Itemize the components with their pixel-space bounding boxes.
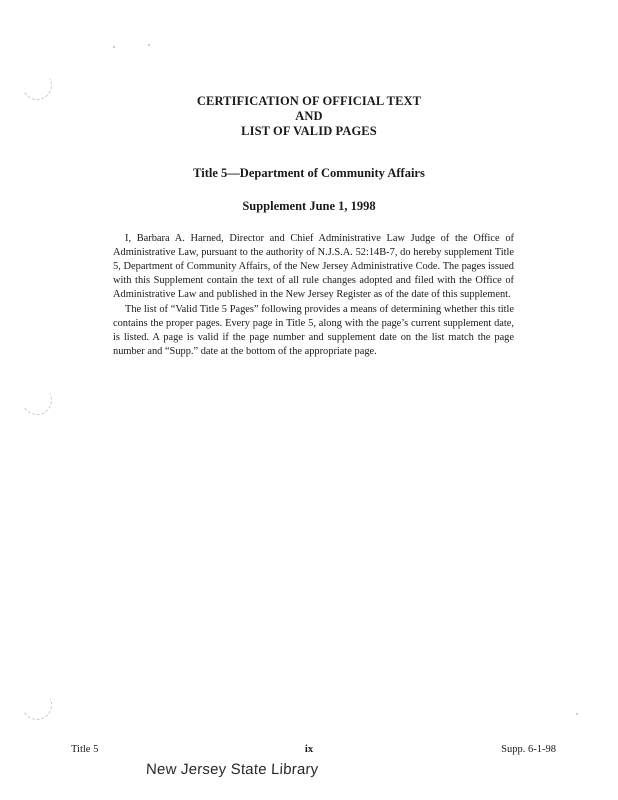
binder-hole-bottom xyxy=(18,686,56,724)
supplement-date-heading: Supplement June 1, 1998 xyxy=(242,199,376,213)
library-stamp: New Jersey State Library xyxy=(145,761,319,778)
title-heading: Title 5—Department of Community Affairs xyxy=(193,166,425,180)
scan-speck xyxy=(148,44,150,46)
certification-paragraph: I, Barbara A. Harned, Director and Chief Administrative Law Judge of the Office of Administrative Law, pursuant to the authority of N.J.S.A. 52:14B-7, do hereby supplement Title 5, Department of Community Affairs, of the New Jersey Administrative Code. The pages issued with this Supplement contain the text of all rule changes adopted and filed with the Office of Administrative Law and published in the New Jersey Register as of the date of this supplement. xyxy=(113,233,514,300)
footer-title: Title 5 xyxy=(71,744,99,755)
footer-supplement-date: Supp. 6-1-98 xyxy=(501,744,556,755)
scan-speck xyxy=(576,713,578,715)
scan-speck xyxy=(113,46,115,48)
heading-line-3: LIST OF VALID PAGES xyxy=(241,124,377,138)
binder-hole-middle xyxy=(18,381,56,419)
valid-pages-paragraph: The list of “Valid Title 5 Pages” following provides a means of determining whether this title contains the proper pages. Every page in Title 5, along with the page’s current supplement date, is listed. A page is valid if the page number and supplement date on the list match the page number and “Supp.” date at the bottom of the appropriate page. xyxy=(113,304,514,357)
heading-line-1: CERTIFICATION OF OFFICIAL TEXT xyxy=(196,94,422,108)
footer-page-number: ix xyxy=(304,744,314,755)
certification-heading xyxy=(0,94,618,139)
heading-line-2: AND xyxy=(295,109,323,123)
